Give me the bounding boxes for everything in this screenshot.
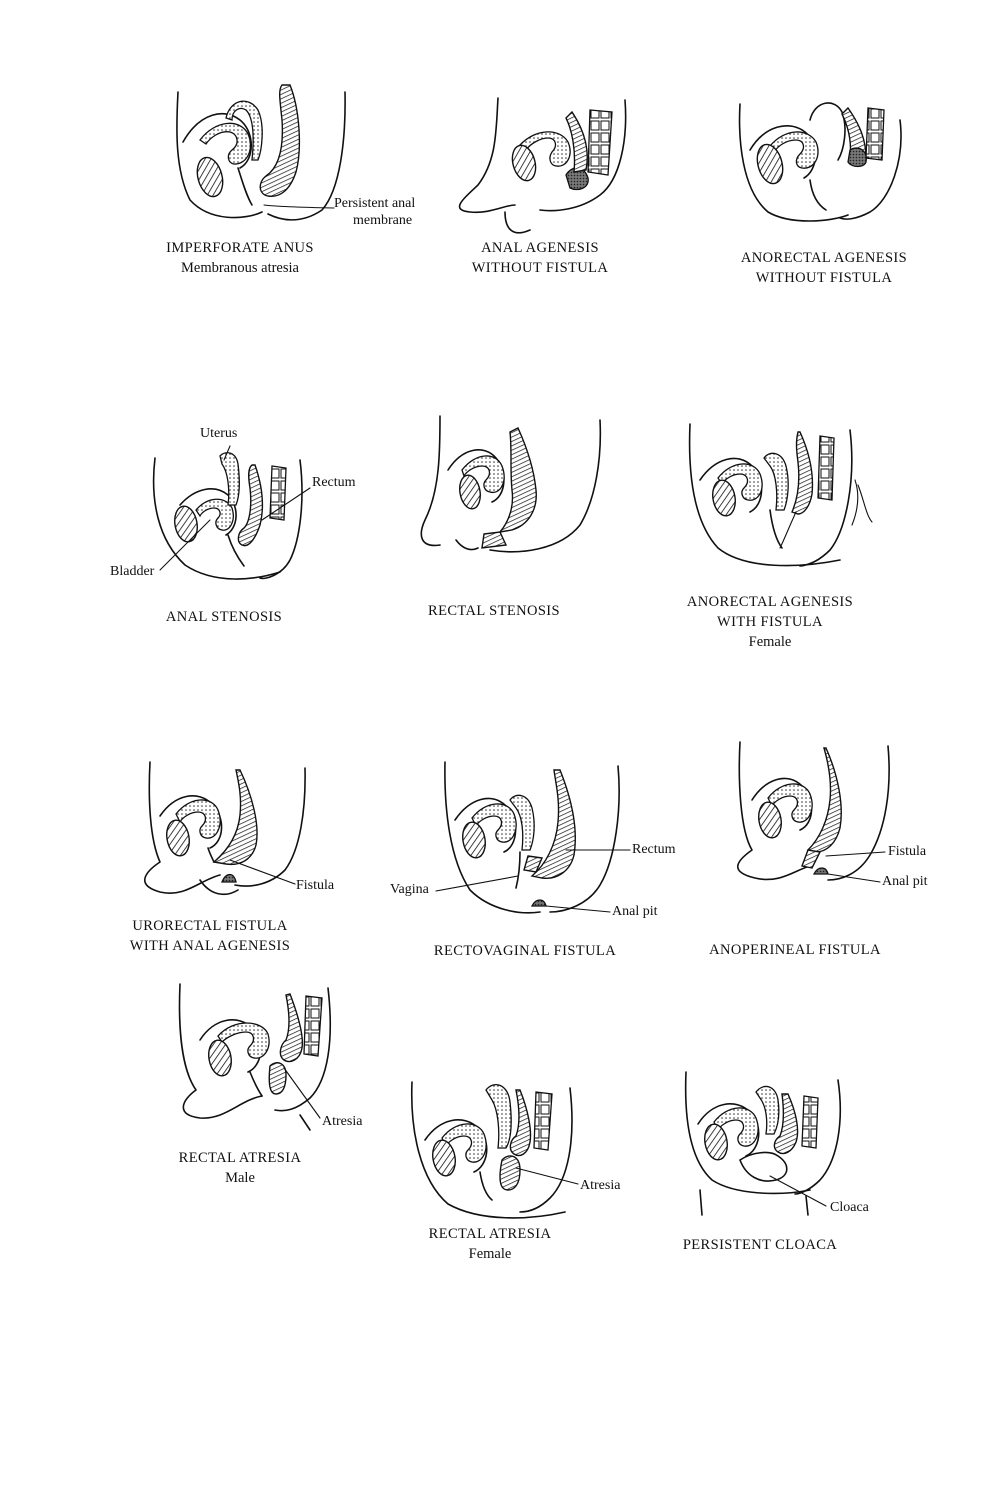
- title-line-2: WITHOUT FISTULA: [471, 260, 609, 276]
- title: PERSISTENT CLOACA: [682, 1237, 838, 1253]
- caption-anal-stenosis: [124, 607, 324, 627]
- caption-anorectal-agenesis-fistula: [660, 592, 880, 652]
- caption-anoperineal-fistula: [690, 940, 900, 960]
- diagram-anal-agenesis: [460, 98, 626, 233]
- caption-rectovaginal-fistula: [410, 941, 640, 961]
- title: RECTAL ATRESIA: [178, 1150, 302, 1166]
- caption-rectal-atresia-male: [140, 1148, 340, 1188]
- label-anal-pit: Anal pit: [612, 904, 658, 919]
- title: IMPERFORATE ANUS: [166, 240, 314, 256]
- caption-urorectal-fistula: [110, 916, 310, 956]
- diagram-rectal-atresia-male: [180, 984, 331, 1130]
- label-fistula: Fistula: [296, 878, 335, 893]
- diagram-rectal-stenosis: [421, 416, 600, 552]
- diagram-rectovaginal-fistula: [436, 762, 630, 913]
- title: RECTOVAGINAL FISTULA: [433, 943, 617, 959]
- diagram-anoperineal-fistula: [738, 742, 889, 882]
- subtitle: Male: [225, 1170, 255, 1186]
- diagram-persistent-cloaca: [686, 1072, 841, 1215]
- caption-anorectal-agenesis: [714, 248, 934, 288]
- title: ANOPERINEAL FISTULA: [709, 942, 881, 958]
- label-vagina: Vagina: [390, 882, 429, 897]
- title: RECTAL ATRESIA: [428, 1226, 552, 1242]
- title-line-1: URORECTAL FISTULA: [132, 918, 288, 934]
- title: ANAL STENOSIS: [165, 609, 283, 625]
- subtitle: Female: [748, 634, 792, 650]
- label-rectum: Rectum: [632, 842, 676, 857]
- caption-rectal-atresia-female: [390, 1224, 590, 1264]
- caption-persistent-cloaca: [660, 1235, 860, 1255]
- label-fistula: Fistula: [888, 844, 927, 859]
- caption-imperforate-anus: [140, 238, 340, 278]
- label-membrane: membrane: [353, 213, 413, 228]
- label-bladder: Bladder: [110, 564, 155, 579]
- diagram-imperforate-anus: [177, 85, 345, 220]
- label-uterus: Uterus: [200, 426, 238, 441]
- title-line-1: ANORECTAL AGENESIS: [740, 250, 908, 266]
- label-rectum: Rectum: [312, 475, 356, 490]
- title-line-1: ANAL AGENESIS: [481, 240, 599, 256]
- diagram-urorectal-fistula: [145, 762, 305, 894]
- title-line-1: ANORECTAL AGENESIS: [686, 594, 854, 610]
- subtitle: Membranous atresia: [181, 260, 299, 276]
- title-line-2: WITHOUT FISTULA: [755, 270, 893, 286]
- label-persistent-anal: Persistent anal: [334, 196, 416, 211]
- caption-anal-agenesis: [440, 238, 640, 278]
- title-line-2: WITH FISTULA: [717, 614, 823, 630]
- diagram-anorectal-agenesis-fistula: [690, 424, 872, 566]
- caption-rectal-stenosis: [394, 601, 594, 621]
- label-atresia: Atresia: [580, 1178, 621, 1193]
- diagram-rectal-atresia-female: [412, 1082, 578, 1218]
- title-line-2: WITH ANAL AGENESIS: [129, 938, 291, 954]
- label-cloaca: Cloaca: [830, 1200, 869, 1215]
- diagram-anorectal-agenesis: [740, 103, 901, 221]
- subtitle: Female: [468, 1246, 512, 1262]
- diagram-anal-stenosis: [154, 446, 310, 579]
- label-anal-pit: Anal pit: [882, 874, 928, 889]
- title: RECTAL STENOSIS: [428, 603, 560, 619]
- label-atresia: Atresia: [322, 1114, 363, 1129]
